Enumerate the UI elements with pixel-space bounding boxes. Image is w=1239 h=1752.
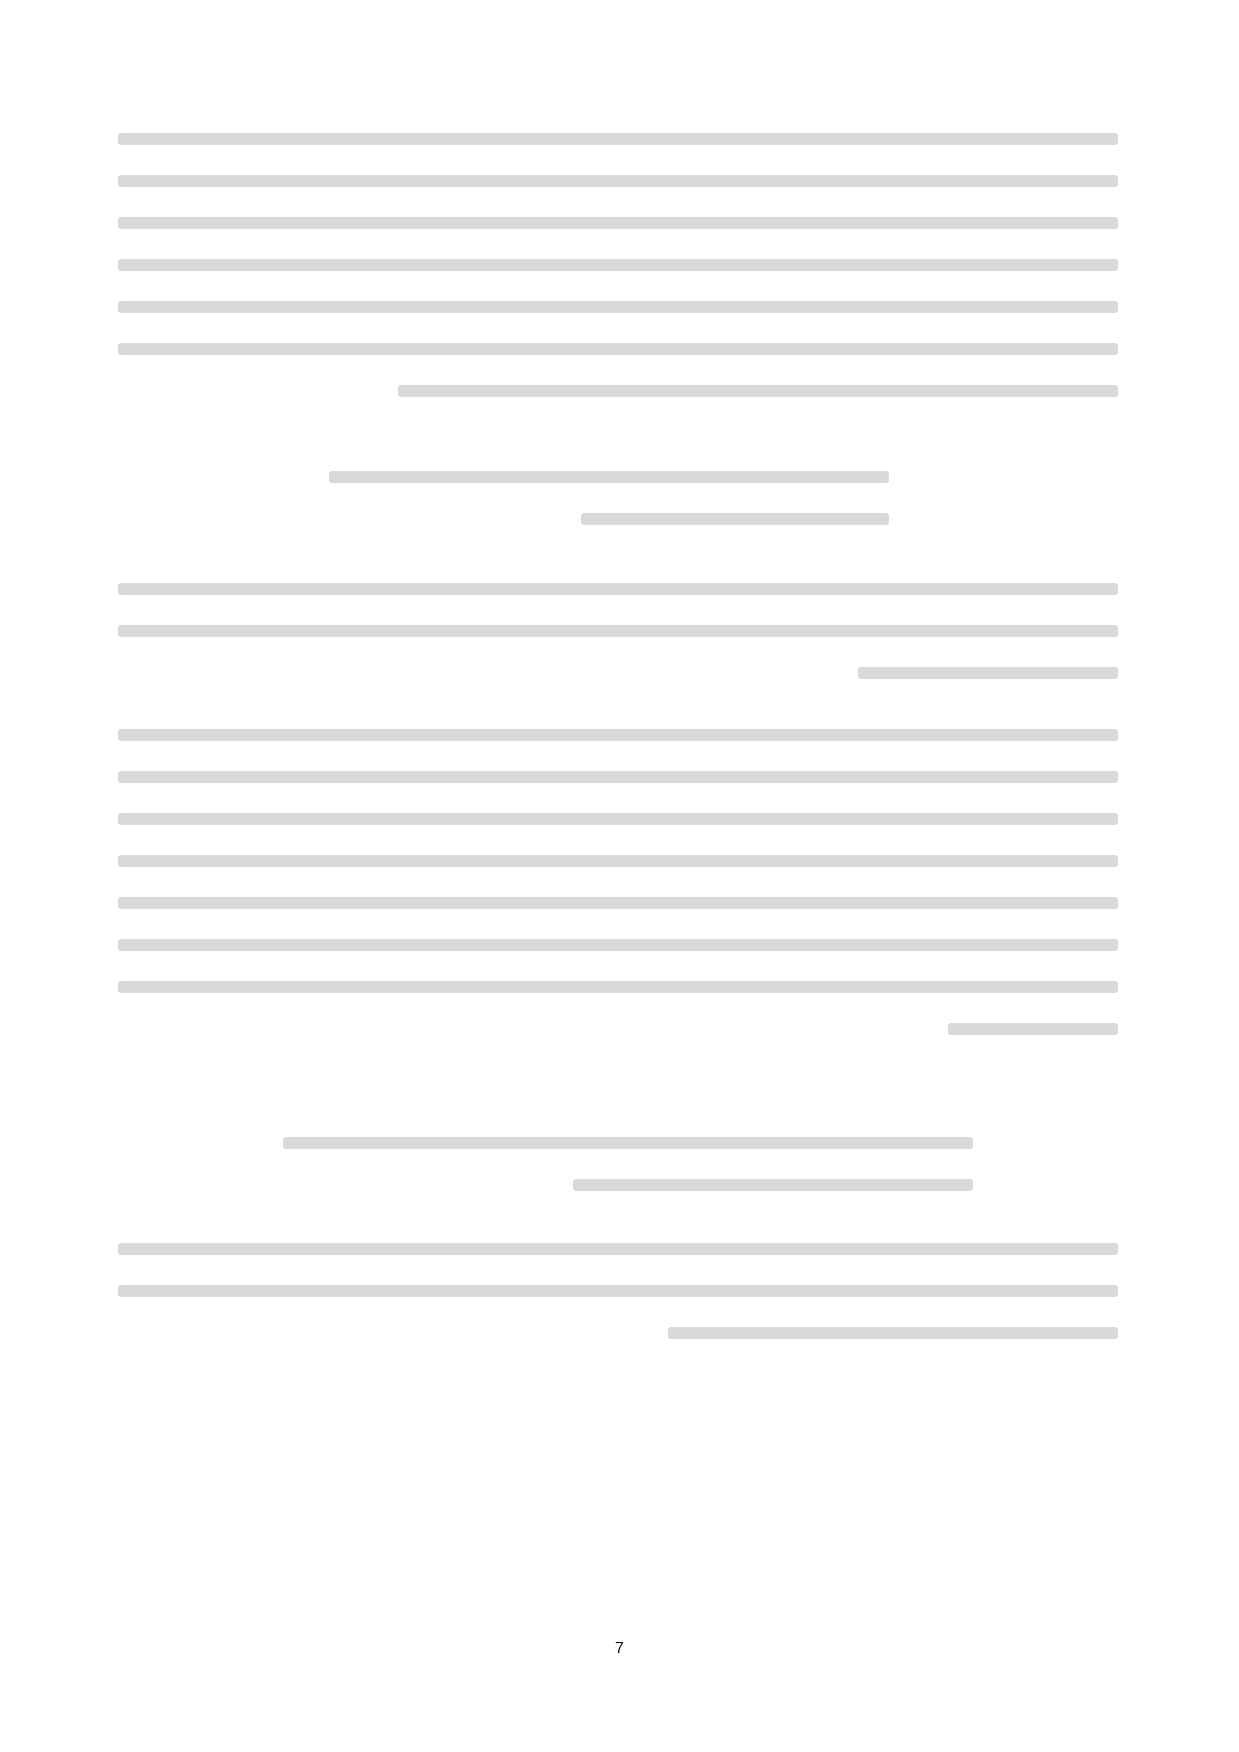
page-number: 7 (615, 1640, 624, 1657)
paragraph-4 (118, 1228, 1118, 1354)
paragraph-2 (118, 568, 1118, 694)
paragraph-1 (118, 118, 1118, 412)
block-quote-2 (283, 1122, 973, 1206)
paragraph-3 (118, 714, 1118, 1050)
block-quote-1 (329, 456, 889, 540)
